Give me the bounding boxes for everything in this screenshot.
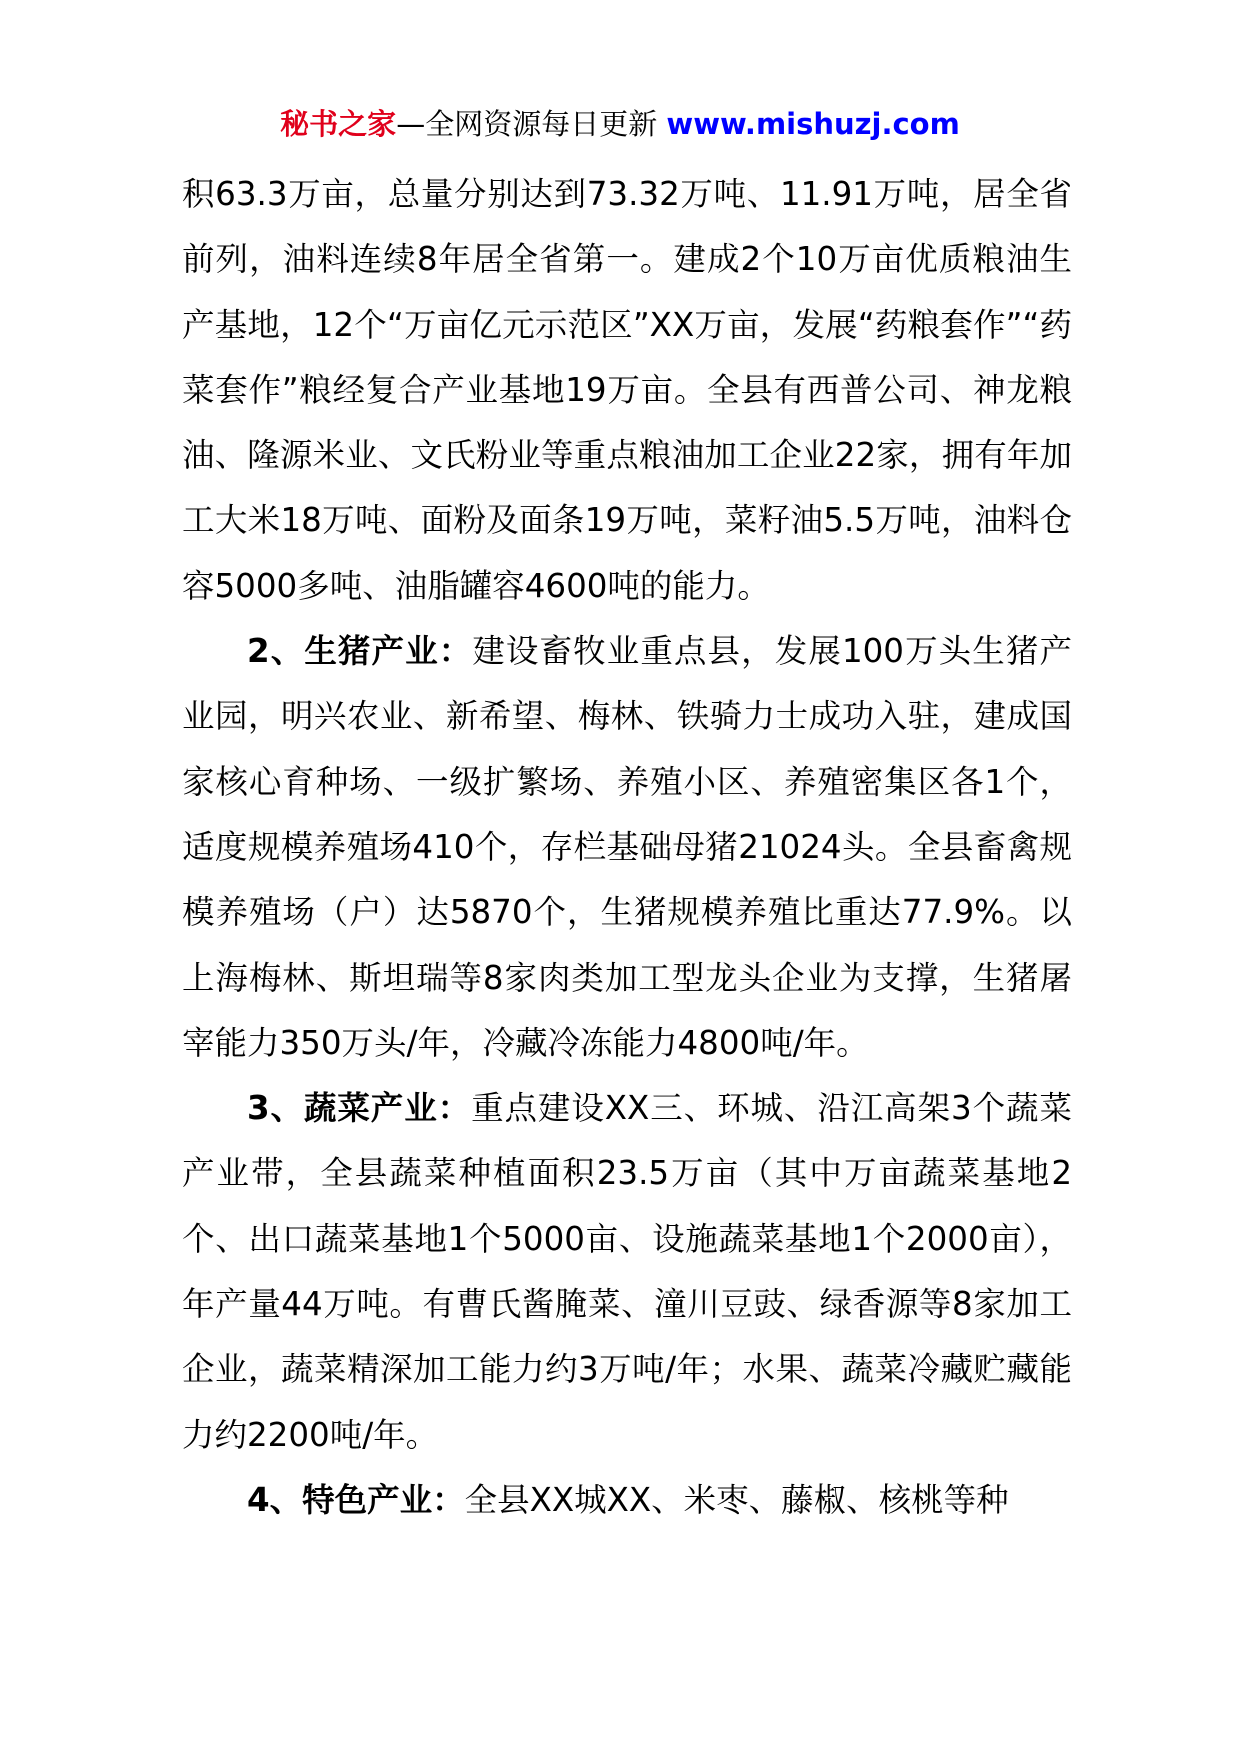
paragraph-text: 积63.3万亩，总量分别达到73.32万吨、11.91万吨，居全省前列，油料连续8年居全省第一。建成2个10万亩优质粮油生产基地，12个“万亩亿元示范区”XX万亩，发展“药粮套作”“药菜套作”粮经复合产业基地19万亩。全县有西普公司、神龙粮油、隆源米业、文氏粉业等重点粮油加工企业22家，拥有年加工大米18万吨、面粉及面条19万吨，菜籽油5.5万吨，油料仓容5000多吨、油脂罐容4600吨的能力。 bbox=[182, 175, 1072, 605]
paragraph-pig-industry bbox=[182, 619, 1072, 1076]
paragraph-vegetable-industry bbox=[182, 1076, 1072, 1468]
section-heading: 4、特色产业： bbox=[247, 1480, 465, 1519]
paragraph-text: 建设畜牧业重点县，发展100万头生猪产业园，明兴农业、新希望、梅林、铁骑力士成功入驻，建成国家核心育种场、一级扩繁场、养殖小区、养殖密集区各1个，适度规模养殖场410个，存栏基础母猪21024头。全县畜禽规模养殖场（户）达5870个，生猪规模养殖比重达77.9%。以上海梅林、斯坦瑞等8家肉类加工型龙头企业为支撑，生猪屠宰能力350万头/年，冷藏冷冻能力4800吨/年。 bbox=[182, 632, 1072, 1062]
paragraph-text: 全县XX城XX、米枣、藤椒、核桃等种 bbox=[464, 1480, 1009, 1519]
page-header bbox=[0, 104, 1240, 144]
section-heading: 2、生猪产业： bbox=[247, 632, 473, 671]
paragraph-text: 重点建设XX三、环城、沿江高架3个蔬菜产业带，全县蔬菜种植面积23.5万亩（其中万亩蔬菜基地2个、出口蔬菜基地1个5000亩、设施蔬菜基地1个2000亩），年产量44万吨。有曹氏酱腌菜、潼川豆豉、绿香源等8家加工企业，蔬菜精深加工能力约3万吨/年；水果、蔬菜冷藏贮藏能力约2200吨/年。 bbox=[182, 1089, 1072, 1454]
header-url-link[interactable]: www.mishuzj.com bbox=[666, 107, 960, 141]
section-heading: 3、蔬菜产业： bbox=[247, 1089, 472, 1128]
paragraph-grain-oil bbox=[182, 162, 1072, 619]
header-tagline: —全网资源每日更新 bbox=[396, 107, 667, 141]
paragraph-specialty-industry bbox=[182, 1468, 1072, 1533]
header-brand: 秘书之家 bbox=[280, 107, 397, 141]
document-body bbox=[182, 162, 1072, 1533]
